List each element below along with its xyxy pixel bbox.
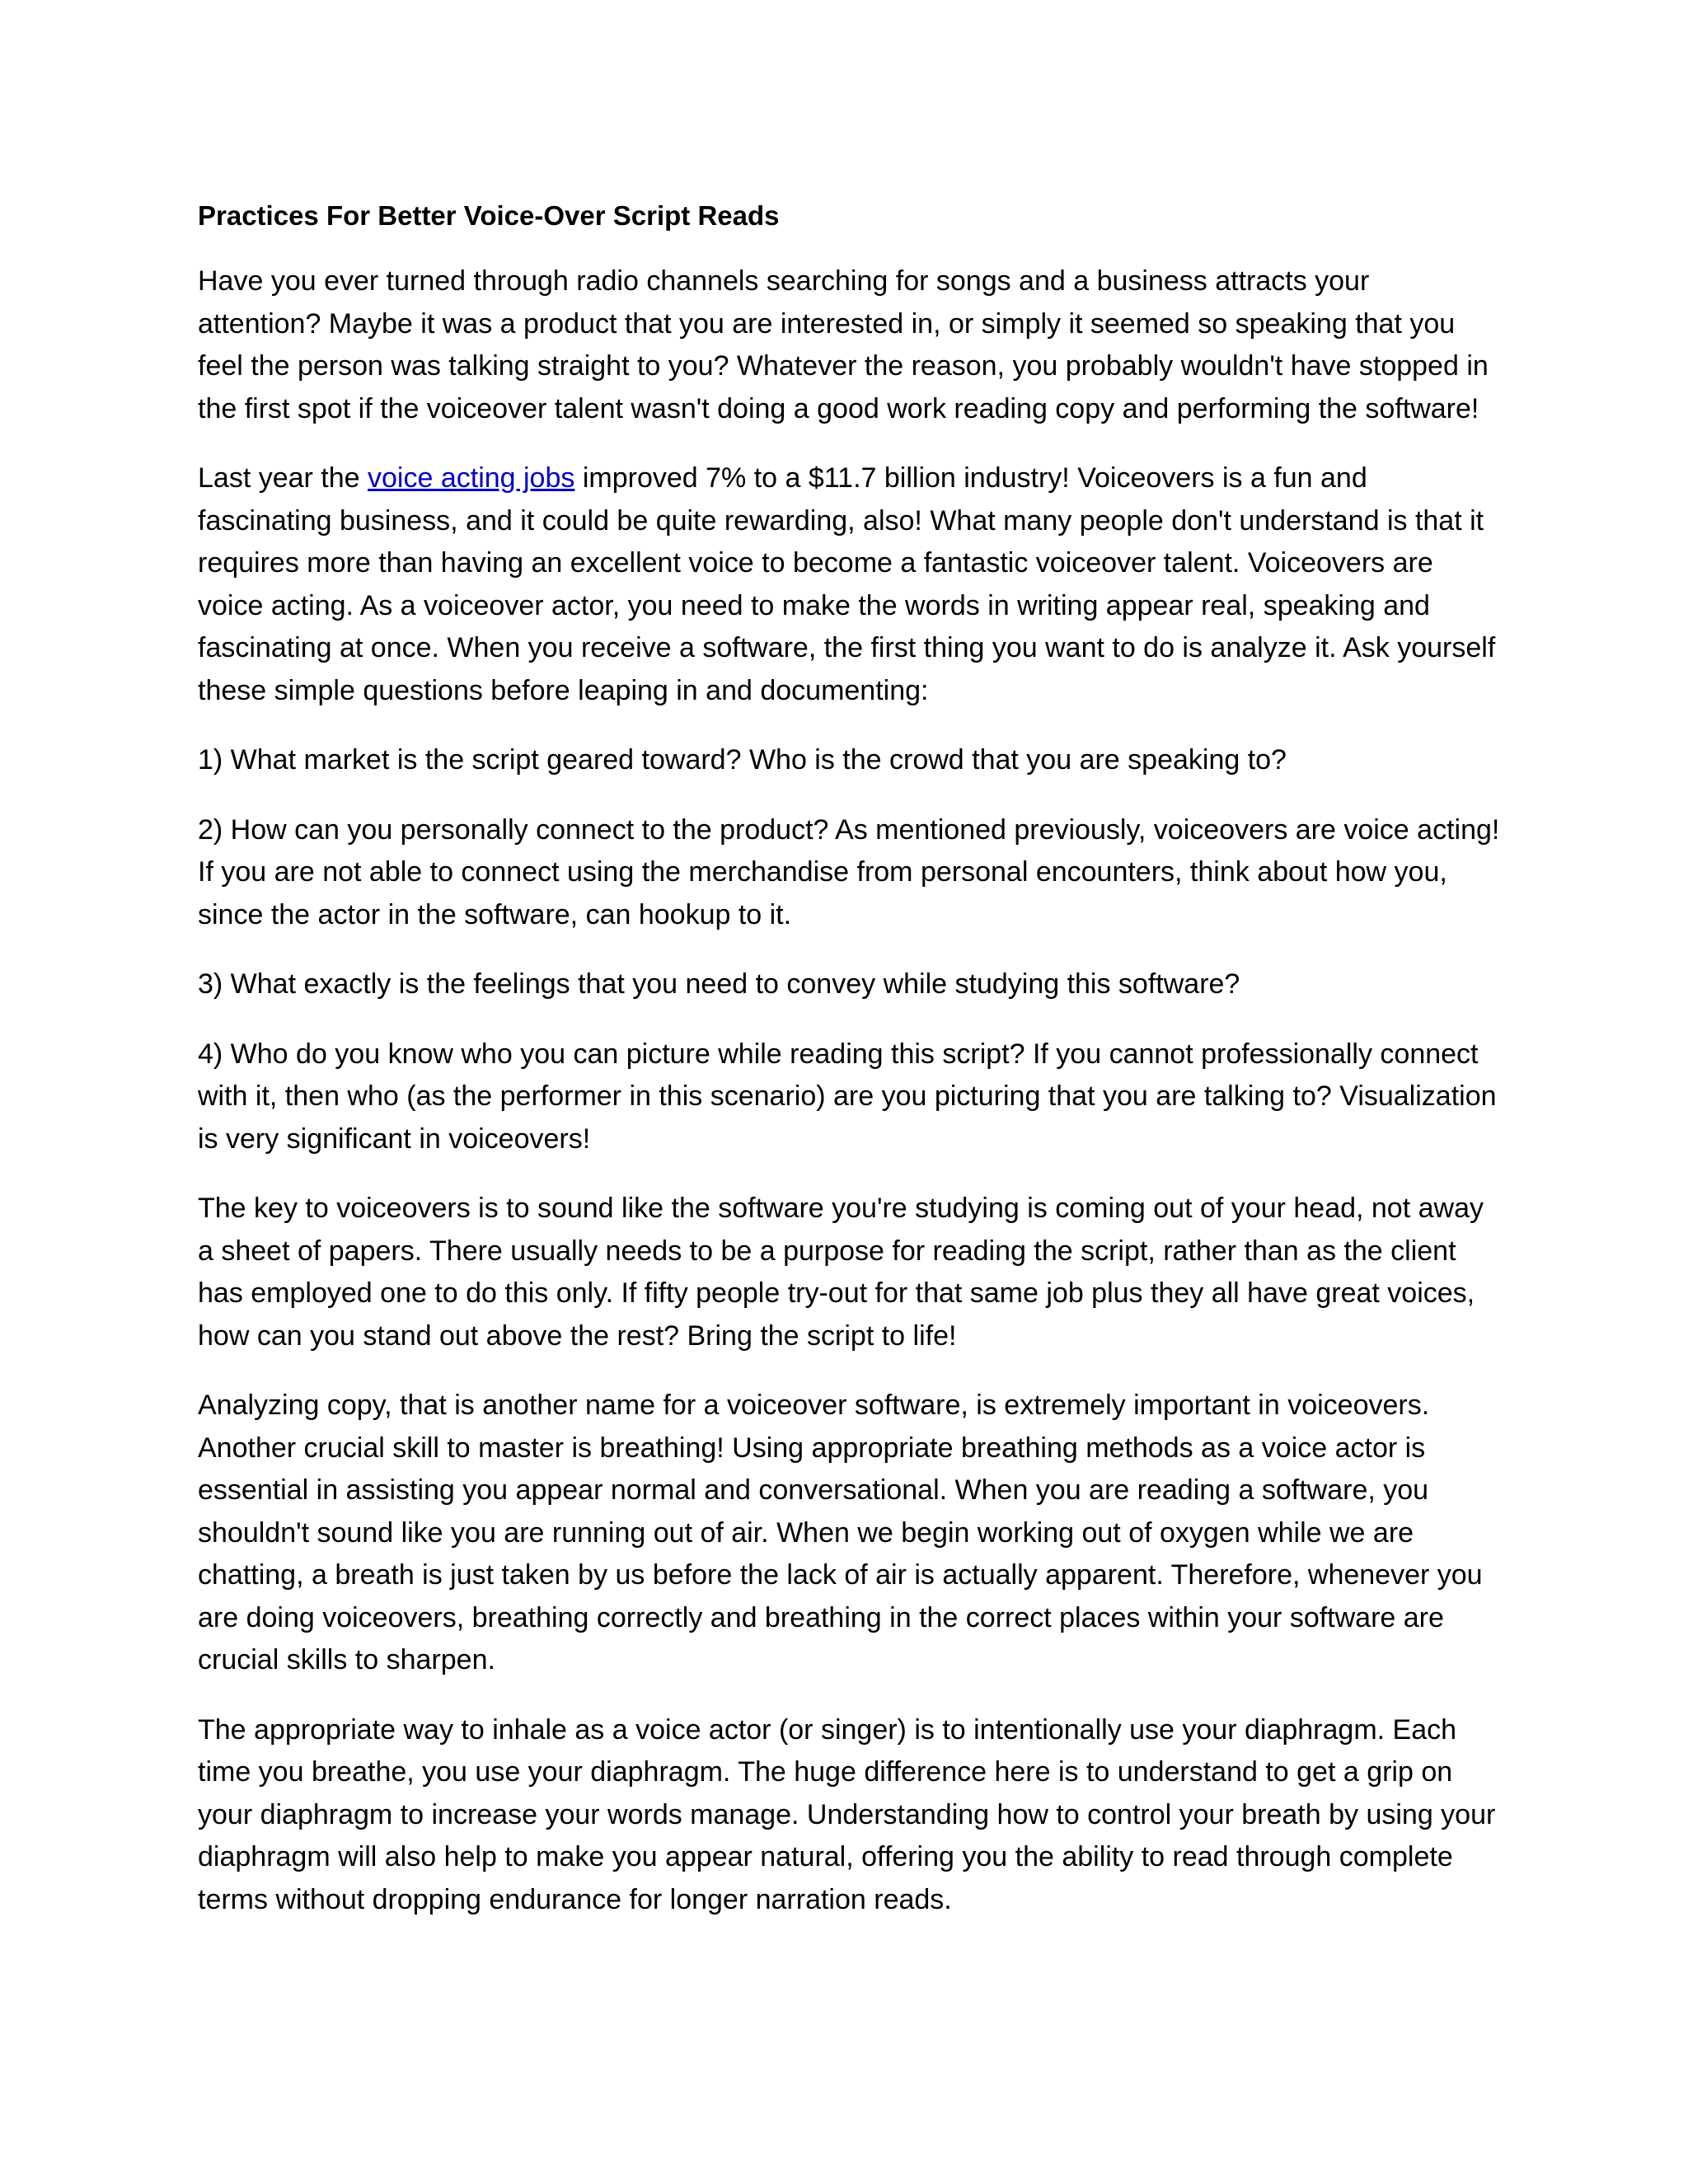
analyzing-paragraph: Analyzing copy, that is another name for a voiceover software, is extremely important in voiceovers. Another crucial skill to master is breathing! Using appropriate breathing methods as a voice actor is essential in assisting you appear normal and conversational. When you are reading a software, you shouldn't sound like you are running out of air. When we begin working out of oxygen while we are chatting, a breath is just taken by us before the lack of air is actually apparent. Therefore, whenever you are doing voiceovers, breathing correctly and breathing in the correct places within your software are crucial skills to sharpen. — [198, 1390, 1483, 1675]
document-page — [198, 194, 1500, 1948]
voice-acting-jobs-link[interactable]: voice acting jobs — [368, 462, 575, 494]
industry-paragraph — [198, 457, 1500, 712]
key-paragraph: The key to voiceovers is to sound like the software you're studying is coming out of your head, not away a sheet of papers. There usually needs to be a purpose for reading the script, rather than as the client has employed one to do this only. If fifty people try-out for that same job plus they all have great voices, how can you stand out above the rest? Bring the script to life! — [198, 1193, 1484, 1352]
question-4: 4) Who do you know who you can picture while reading this script? If you cannot professionally connect with it, then who (as the performer in this scenario) are you picturing that you are talking to? Visualization is very significant in voiceovers! — [198, 1038, 1497, 1155]
question-3: 3) What exactly is the feelings that you need to convey while studying this software? — [198, 968, 1240, 1000]
industry-paragraph-start: Last year the — [198, 462, 368, 494]
question-1: 1) What market is the script geared toward? Who is the crowd that you are speaking to? — [198, 744, 1287, 776]
industry-paragraph-rest: improved 7% to a $11.7 billion industry! Voiceovers is a fun and fascinating business, and it could be quite rewarding, also! What many people don't understand is that it requires more than having an excellent voice to become a fantastic voiceover talent. Voiceovers are voice acting. As a voiceover actor, you need to make the words in writing appear real, speaking and fascinating at once. When you receive a software, the first thing you want to do is analyze it. Ask yourself these simple questions before leaping in and documenting: — [198, 462, 1496, 706]
intro-paragraph: Have you ever turned through radio channels searching for songs and a business attracts your attention? Maybe it was a product that you are interested in, or simply it seemed so speaking that you feel the person was talking straight to you? Whatever the reason, you probably wouldn't have stopped in the first spot if the voiceover talent wasn't doing a good work reading copy and performing the software! — [198, 265, 1489, 424]
inhale-paragraph: The appropriate way to inhale as a voice actor (or singer) is to intentionally use your diaphragm. Each time you breathe, you use your diaphragm. The huge difference here is to understand to get a grip on your diaphragm to increase your words manage. Understanding how to control your breath by using your diaphragm will also help to make you appear natural, offering you the ability to read through complete terms without dropping endurance for longer narration reads. — [198, 1713, 1496, 1915]
document-title: Practices For Better Voice-Over Script Reads — [198, 200, 780, 231]
question-2: 2) How can you personally connect to the product? As mentioned previously, voiceovers are voice acting! If you are not able to connect using the merchandise from personal encounters, think about how you, since the actor in the software, can hookup to it. — [198, 813, 1500, 930]
